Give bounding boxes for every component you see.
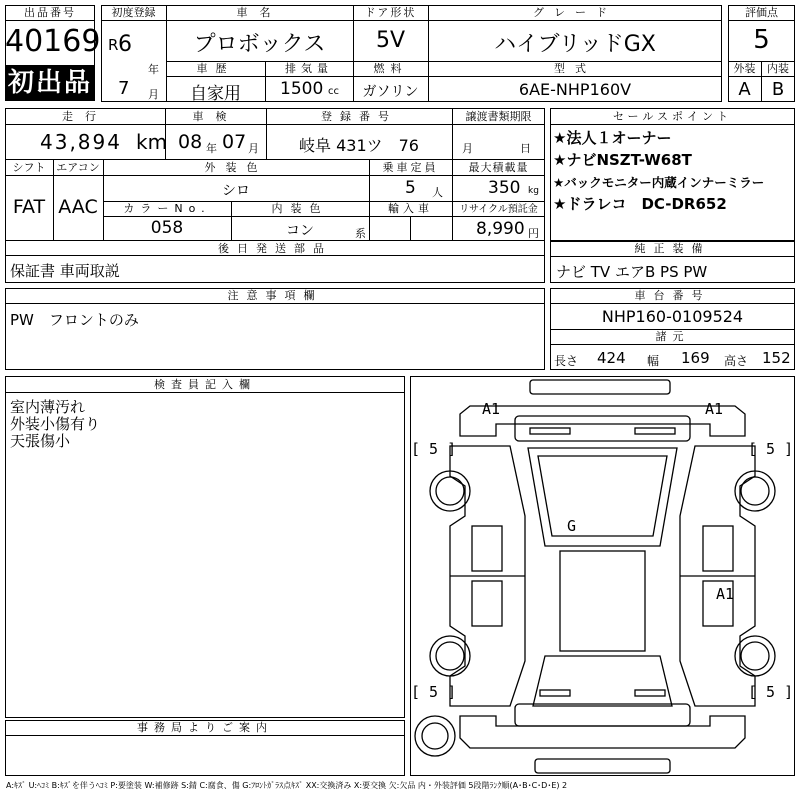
model: 6AE-NHP160V (518, 80, 632, 99)
mark-right-rear-door: A1 (716, 585, 735, 603)
reg-label: 初度登録 (111, 6, 156, 19)
ext-grade: A (738, 79, 751, 100)
int-grade-label: 内装 (767, 62, 789, 75)
capacity: 5 (405, 178, 416, 198)
inspector-label: 検査員記入欄 (154, 378, 256, 391)
genuine-equipment-label: 純正装備 (634, 242, 711, 255)
insp-month: 07 (222, 131, 247, 153)
recycle-unit: 円 (528, 227, 539, 240)
sales-point-1: ★法人１オーナー (553, 129, 672, 147)
later-parts: 保証書 車両取説 (10, 262, 120, 280)
inspector-line-2: 外装小傷有り (10, 415, 101, 433)
car-name: プロボックス (193, 32, 326, 57)
reg-month: 7 (118, 78, 130, 99)
mark-front-right: A1 (705, 400, 724, 418)
month-unit: 月 (148, 88, 159, 101)
displacement: 1500 (280, 79, 324, 99)
mark-tire-rr: [ 5 ] (748, 683, 794, 701)
lot-label: 出品番号 (24, 6, 76, 19)
sales-point-2: ★ナビNSZT-W68T (553, 151, 692, 169)
shift-label: シフト (12, 161, 46, 174)
fuel: ガソリン (362, 84, 419, 100)
doors: 5V (375, 28, 406, 53)
history: 自家用 (190, 84, 241, 104)
ac: AAC (58, 196, 98, 218)
exterior-color-label: 外装色 (204, 161, 268, 174)
color-no-label: カラーNo. (123, 202, 211, 215)
insp-year-unit: 年 (206, 142, 217, 155)
recycle-label: リサイクル預託金 (459, 204, 538, 215)
mileage-label: 走行 (62, 110, 108, 123)
fuel-label: 燃料 (373, 62, 408, 75)
width: 169 (681, 349, 710, 367)
plate: 岐阜 431ツ 76 (299, 136, 419, 155)
import-label: 輸入車 (388, 202, 433, 215)
displacement-label: 排気量 (285, 62, 333, 75)
capacity-unit: 人 (432, 186, 443, 199)
mark-tire-rl: [ 5 ] (411, 683, 457, 701)
lot-number: 40169 (5, 24, 101, 59)
dimensions-label: 諸元 (655, 330, 690, 343)
notes-label: 注意事項欄 (227, 289, 323, 302)
inspector-line-3: 天張傷小 (10, 432, 71, 450)
ac-label: エアコン (56, 161, 100, 174)
first-listing-label: 初出品 (7, 68, 92, 98)
height: 152 (762, 349, 791, 367)
chassis-number: NHP160-0109524 (601, 307, 744, 326)
history-label: 車歴 (196, 62, 235, 75)
chassis-label: 車台番号 (634, 289, 711, 302)
inspection-label: 車検 (192, 110, 239, 123)
office-label: 事務局よりご案内 (137, 721, 273, 734)
load: 350 (488, 178, 521, 198)
interior-color-label: 内装色 (271, 202, 329, 215)
score: 5 (753, 25, 770, 55)
era: R (108, 36, 119, 54)
length-label: 長さ (554, 354, 579, 368)
transfer-day-unit: 日 (520, 142, 531, 155)
sales-point-3: ★バックモニター内蔵インナーミラー (553, 175, 765, 190)
model-label: 型式 (554, 62, 596, 75)
reg-year: 6 (118, 32, 132, 57)
legend: A:ｷｽﾞ U:ﾍｺﾐ B:ｷｽﾞを伴うﾍｺﾐ P:要塗装 W:補修跡 S:錆 C:腐食、傷 G:ﾌﾛﾝﾄｶﾞﾗｽ点ｷｽﾞ XX:交換済み X:要交換 欠:欠品 内・外装評価 5段階ﾗﾝｸ順(A･B･C･D･E) 2 (6, 781, 568, 790)
transfer-month-unit: 月 (462, 142, 473, 155)
mark-glass: G (567, 517, 577, 535)
score-label: 評価点 (745, 6, 778, 19)
interior-color: コン (286, 223, 314, 239)
genuine-equipment: ナビ TV エアB PS PW (556, 263, 708, 281)
transfer-label: 譲渡書類期限 (465, 110, 532, 123)
mark-tire-fl: [ 5 ] (411, 440, 457, 458)
capacity-label: 乗車定員 (382, 161, 439, 174)
year-unit: 年 (148, 63, 159, 76)
notes: PW フロントのみ (10, 311, 139, 329)
ext-grade-label: 外装 (733, 62, 756, 75)
inspector-line-1: 室内薄汚れ (10, 398, 86, 416)
int-grade: B (771, 79, 785, 100)
mark-front-left: A1 (482, 400, 501, 418)
displacement-unit: cc (328, 86, 339, 97)
mark-tire-fr: [ 5 ] (748, 440, 794, 458)
shift: FAT (12, 196, 46, 218)
height-label: 高さ (724, 354, 749, 368)
plate-label: 登録番号 (321, 110, 397, 123)
exterior-color: シロ (222, 183, 250, 199)
doors-label: ドア形状 (364, 6, 417, 19)
car-name-label: 車名 (236, 6, 283, 19)
width-label: 幅 (647, 354, 660, 368)
mileage-unit: km (136, 130, 168, 154)
later-parts-label: 後日発送部品 (218, 242, 332, 255)
length: 424 (597, 349, 626, 367)
grade-label: グレード (533, 6, 617, 19)
car-diagram (410, 376, 795, 776)
grade: ハイブリッドGX (494, 32, 656, 57)
sales-point-4: ★ドラレコ DC-DR652 (553, 195, 727, 213)
interior-color-unit: 系 (355, 227, 366, 240)
insp-year: 08 (178, 131, 203, 153)
load-label: 最大積載量 (468, 161, 529, 174)
mileage: 43,894 (40, 130, 122, 154)
load-unit: kg (528, 186, 539, 196)
color-no: 058 (150, 218, 184, 238)
recycle: 8,990 (476, 219, 525, 239)
sales-points-label: セールスポイント (612, 110, 732, 123)
insp-month-unit: 月 (248, 142, 259, 155)
